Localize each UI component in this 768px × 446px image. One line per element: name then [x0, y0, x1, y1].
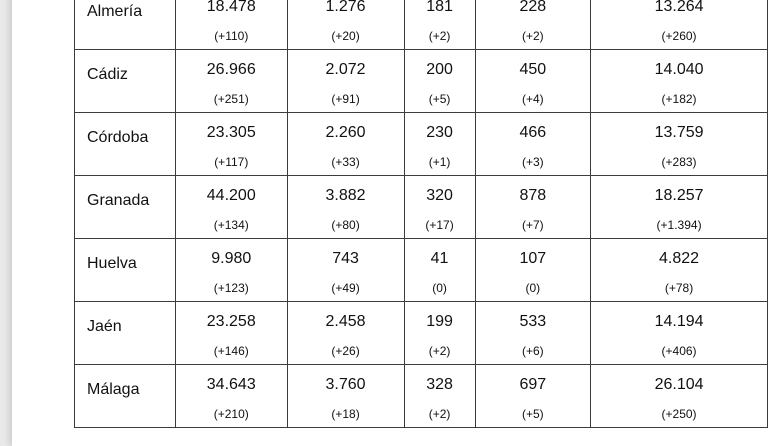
cell-value: 9.980 — [211, 250, 252, 267]
cell-delta: (+134) — [213, 218, 249, 232]
data-cell — [475, 113, 591, 176]
data-cell — [475, 239, 591, 302]
cell-delta: (+2) — [428, 29, 451, 43]
data-cell — [175, 365, 287, 428]
cell-value: 13.264 — [654, 0, 704, 15]
cell-value: 533 — [519, 313, 547, 330]
cell-value: 4.822 — [659, 250, 700, 267]
cell-delta: (+1) — [428, 155, 451, 169]
data-cell — [404, 50, 475, 113]
cell-value: 14.040 — [654, 61, 704, 78]
cell-delta: (0) — [525, 281, 541, 295]
cell-value: 23.258 — [206, 313, 256, 330]
cell-value: 2.458 — [325, 313, 366, 330]
cell-value: 14.194 — [654, 313, 704, 330]
cell-delta: (+110) — [214, 29, 249, 43]
cell-value: 2.260 — [325, 124, 366, 141]
table-row — [75, 239, 768, 302]
data-cell — [591, 239, 768, 302]
cell-value: 18.257 — [654, 187, 704, 204]
cell-value: 200 — [426, 61, 453, 78]
province-name: Almería — [87, 3, 143, 20]
cell-delta: (+18) — [331, 407, 360, 421]
table-row — [75, 50, 768, 113]
table-row — [75, 0, 768, 50]
cell-value: 1.276 — [325, 0, 366, 15]
cell-value: 44.200 — [206, 187, 256, 204]
cell-delta: (+20) — [331, 29, 360, 43]
cell-value: 181 — [426, 0, 453, 15]
cell-delta: (0) — [432, 281, 447, 295]
cell-delta: (+117) — [214, 155, 249, 169]
province-name: Jaén — [87, 318, 122, 335]
province-cell — [75, 0, 176, 50]
data-cell — [287, 239, 404, 302]
cell-value: 320 — [426, 187, 453, 204]
table-body — [75, 0, 768, 428]
cell-delta: (+251) — [213, 92, 249, 106]
table-row — [75, 176, 768, 239]
cell-value: 107 — [519, 250, 547, 267]
data-cell — [404, 113, 475, 176]
data-cell — [287, 50, 404, 113]
cell-delta: (+260) — [661, 29, 697, 43]
cell-value: 743 — [332, 250, 359, 267]
province-name: Málaga — [87, 381, 140, 398]
cell-value: 328 — [426, 376, 453, 393]
province-cell — [75, 302, 176, 365]
table-row — [75, 365, 768, 428]
cell-value: 18.478 — [206, 0, 256, 15]
data-cell — [475, 365, 591, 428]
cell-delta: (+4) — [521, 92, 544, 106]
data-cell — [404, 176, 475, 239]
data-cell — [175, 113, 287, 176]
province-cell — [75, 176, 176, 239]
cell-delta: (+123) — [213, 281, 249, 295]
cell-delta: (+283) — [661, 155, 697, 169]
province-name: Huelva — [87, 255, 137, 272]
cell-value: 466 — [519, 124, 547, 141]
data-cell — [175, 50, 287, 113]
cell-value: 26.104 — [654, 376, 704, 393]
data-cell — [287, 0, 404, 50]
document-page — [12, 0, 768, 446]
cell-delta: (+91) — [331, 92, 360, 106]
data-cell — [287, 365, 404, 428]
cell-value: 697 — [519, 376, 547, 393]
cell-value: 450 — [519, 61, 547, 78]
data-cell — [475, 176, 591, 239]
data-cell — [404, 302, 475, 365]
data-cell — [175, 302, 287, 365]
cell-delta: (+182) — [661, 92, 697, 106]
data-cell — [287, 176, 404, 239]
cell-value: 23.305 — [206, 124, 256, 141]
table-row — [75, 302, 768, 365]
cell-delta: (+2) — [521, 29, 544, 43]
data-cell — [475, 50, 591, 113]
cell-value: 34.643 — [206, 376, 256, 393]
province-name: Cádiz — [87, 66, 128, 83]
province-cell — [75, 113, 176, 176]
cell-delta: (+146) — [213, 344, 249, 358]
cell-delta: (+210) — [213, 407, 249, 421]
data-cell — [591, 0, 768, 50]
cell-value: 2.072 — [325, 61, 366, 78]
data-cell — [475, 0, 591, 50]
cell-delta: (+80) — [331, 218, 360, 232]
cell-value: 199 — [426, 313, 453, 330]
data-cell — [175, 0, 287, 50]
cell-delta: (+33) — [331, 155, 360, 169]
data-cell — [404, 365, 475, 428]
cell-delta: (+2) — [428, 344, 451, 358]
cell-value: 3.882 — [325, 187, 366, 204]
cell-value: 41 — [430, 250, 449, 267]
cell-delta: (+406) — [661, 344, 697, 358]
cell-value: 13.759 — [654, 124, 704, 141]
cell-value: 3.760 — [325, 376, 366, 393]
cell-delta: (+1.394) — [656, 218, 702, 232]
data-cell — [175, 239, 287, 302]
cell-delta: (+49) — [331, 281, 360, 295]
cell-value: 878 — [519, 187, 547, 204]
data-cell — [591, 113, 768, 176]
province-cell — [75, 239, 176, 302]
cell-delta: (+78) — [664, 281, 694, 295]
province-name: Granada — [87, 192, 150, 209]
cell-delta: (+3) — [521, 155, 544, 169]
cell-delta: (+2) — [428, 407, 451, 421]
cell-delta: (+5) — [428, 92, 451, 106]
cell-delta: (+7) — [521, 218, 544, 232]
cell-delta: (+6) — [521, 344, 544, 358]
data-cell — [287, 302, 404, 365]
data-cell — [475, 302, 591, 365]
data-cell — [404, 239, 475, 302]
data-cell — [287, 113, 404, 176]
cell-value: 26.966 — [206, 61, 256, 78]
cell-value: 228 — [519, 0, 547, 15]
data-cell — [404, 0, 475, 50]
cell-delta: (+26) — [331, 344, 360, 358]
cell-delta: (+17) — [425, 218, 454, 232]
table-row — [75, 113, 768, 176]
cell-delta: (+5) — [521, 407, 544, 421]
province-name: Córdoba — [87, 129, 149, 146]
data-cell — [591, 50, 768, 113]
data-cell — [591, 302, 768, 365]
province-cell — [75, 365, 176, 428]
province-cell — [75, 50, 176, 113]
covid-stats-table — [74, 0, 768, 428]
data-cell — [591, 176, 768, 239]
data-cell — [591, 365, 768, 428]
cell-value: 230 — [426, 124, 453, 141]
data-cell — [175, 176, 287, 239]
cell-delta: (+250) — [661, 407, 697, 421]
